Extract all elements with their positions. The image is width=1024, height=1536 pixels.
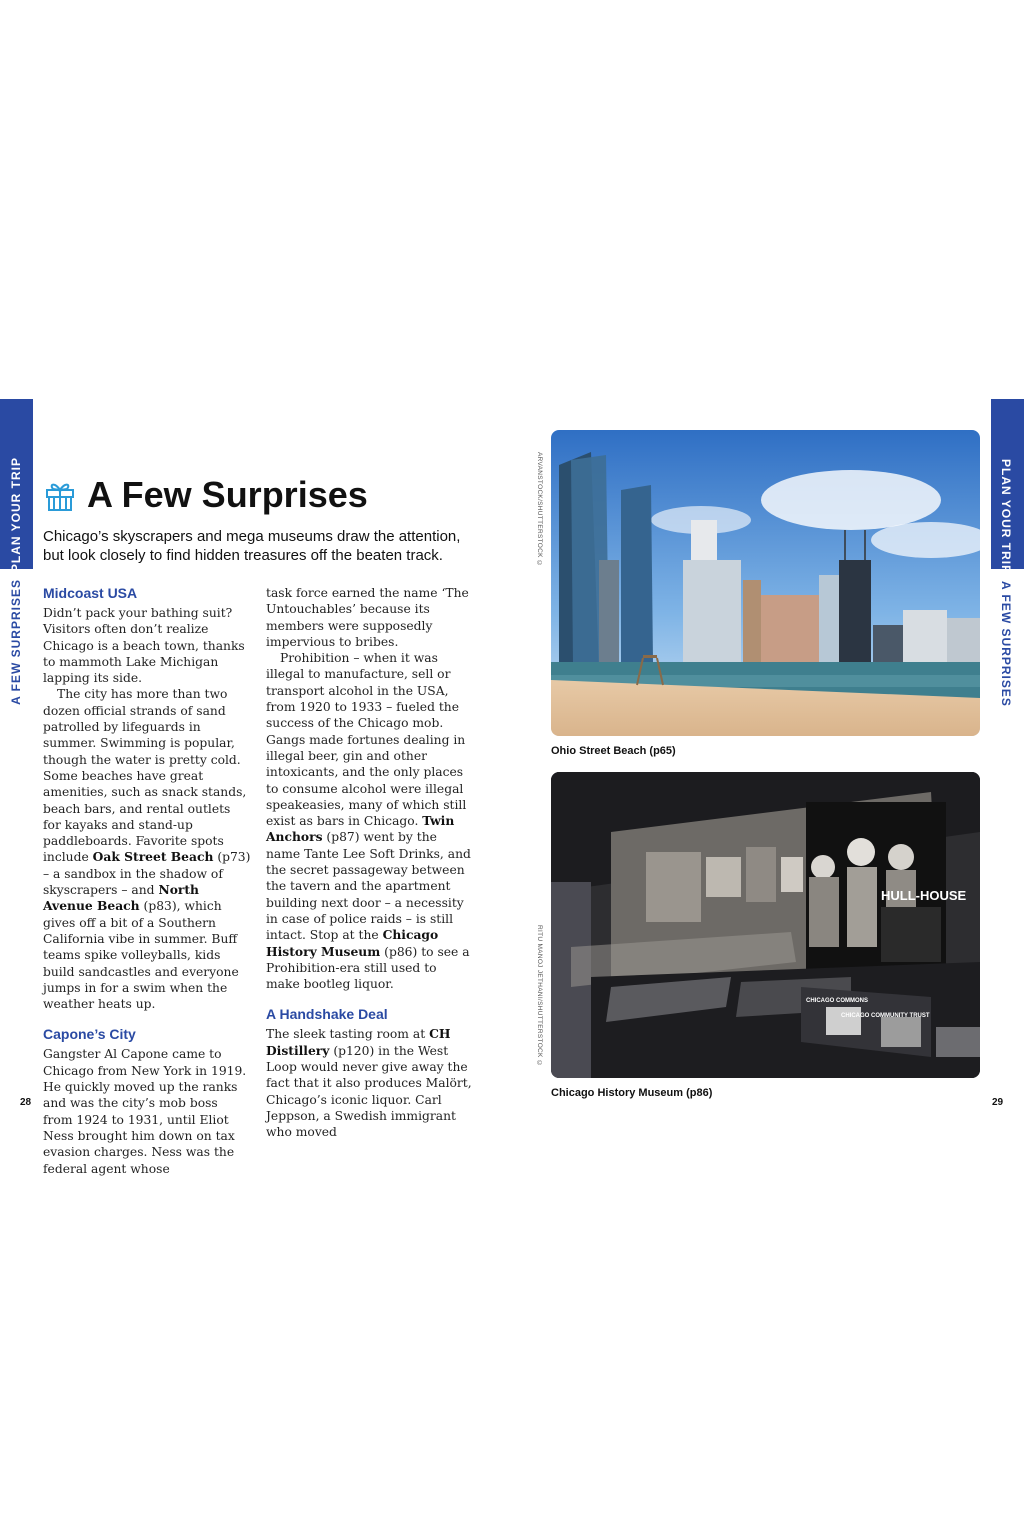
right-side-tab bbox=[991, 399, 1024, 707]
section-heading-handshake: A Handshake Deal bbox=[266, 1006, 388, 1023]
north-avenue-beach-bold: North Avenue Beach bbox=[43, 882, 199, 914]
section-heading-midcoast: Midcoast USA bbox=[43, 585, 138, 601]
right-chapter-label: A FEW SURPRISES bbox=[999, 581, 1013, 707]
midcoast-p2-text-c: (p73) – a sandbox in the shadow of skyscrapers – and bbox=[43, 850, 251, 898]
left-side-tab bbox=[0, 399, 33, 705]
left-chapter-label: A FEW SURPRISES bbox=[9, 579, 23, 705]
capone-p2-text-d: (p86) to see a Prohibition-era still used to make bootleg liquor. bbox=[266, 944, 470, 992]
hull-house-sign-text: HULL-HOUSE bbox=[881, 888, 967, 903]
page-number-left: 28 bbox=[20, 1097, 32, 1108]
midcoast-paragraph-1: Didn’t pack your bathing suit? Visitors often don’t realize Chicago is a beach town, thanks to mammoth Lake Michigan lapping its side. bbox=[43, 606, 245, 686]
capone-paragraph-1: Gangster Al Capone came to Chicago from New York in 1919. He quickly moved up the ranks and was the city’s mob boss from 1924 to 1931, until Eliot Ness brought him down on tax evasion charges. Ness was the federal agent whose bbox=[43, 1047, 247, 1176]
capone-paragraph-1-continued: task force earned the name ‘The Untouchables’ because its members were supposedly impervious to bribes. bbox=[266, 586, 469, 649]
chicago-history-museum-photo bbox=[551, 772, 980, 1078]
ohio-street-beach-photo bbox=[551, 430, 980, 736]
twin-anchors-bold: Twin Anchors bbox=[266, 813, 455, 845]
handshake-text-a: The sleek tasting room at bbox=[266, 1027, 430, 1042]
left-section-label: PLAN YOUR TRIP bbox=[9, 457, 23, 573]
midcoast-p2-text-d: (p83), which gives off a bit of a Southern California vibe in summer. Buff teams spike volleyballs, kids build sandcastles and everyone jumps in for a swim when the weather heats up. bbox=[43, 899, 239, 1012]
capone-p2-text-a: Prohibition – when it was illegal to manufacture, sell or transport alcohol in the USA, from 1920 to 1933 – fueled the success of the Chicago mob. Gangs made fortunes dealing in illegal beer, gin and other intoxicants, and the only places to consume alcohol were illegal speakeasies, many of which still exist as bars in Chicago. bbox=[266, 651, 467, 829]
midcoast-paragraph-2 bbox=[43, 686, 251, 1012]
title-row bbox=[43, 474, 368, 516]
section-heading-capone: Capone’s City bbox=[43, 1026, 136, 1043]
page-number-right: 29 bbox=[992, 1097, 1004, 1108]
museum-exhibit-illustration bbox=[551, 772, 980, 1078]
ch-distillery-bold: CH Distillery bbox=[266, 1026, 451, 1058]
text-column-2 bbox=[266, 585, 474, 1141]
chicago-history-museum-bold: Chicago History Museum bbox=[266, 927, 439, 959]
community-trust-sign-text: CHICAGO COMMUNITY TRUST bbox=[841, 1013, 930, 1019]
caption-beach: Ohio Street Beach (p65) bbox=[551, 745, 676, 757]
capone-paragraph-2 bbox=[266, 650, 474, 992]
text-column-1 bbox=[43, 585, 251, 1177]
photo-credit-museum: RITU MANOJ JETHANI/SHUTTERSTOCK © bbox=[536, 925, 543, 1068]
beach-skyline-illustration bbox=[551, 430, 980, 736]
intro-text: Chicago’s skyscrapers and mega museums draw the attention, but look closely to find hidden treasures off the beaten track. bbox=[43, 528, 461, 564]
caption-museum: Chicago History Museum (p86) bbox=[551, 1087, 713, 1099]
page-title: A Few Surprises bbox=[87, 474, 368, 515]
photo-credit-beach: ARVANSTOCK/SHUTTERSTOCK © bbox=[536, 452, 543, 568]
handshake-paragraph-1 bbox=[266, 1026, 474, 1140]
capone-p2-text-c: (p87) went by the name Tante Lee Soft Drinks, and the secret passageway between the tavern and the apartment building next door – a necessity in case of police raids – is still intact. Stop at the bbox=[266, 830, 471, 943]
right-section-label: PLAN YOUR TRIP bbox=[999, 459, 1013, 575]
handshake-text-c: (p120) in the West Loop would never give away the fact that it also produces Malört, Chicago’s iconic liquor. Carl Jeppson, a Swedish immigrant who moved bbox=[266, 1043, 472, 1140]
gift-icon bbox=[43, 478, 77, 512]
oak-street-beach-bold: Oak Street Beach bbox=[92, 849, 214, 865]
chicago-commons-sign-text: CHICAGO COMMONS bbox=[806, 998, 868, 1004]
midcoast-p2-text-a: The city has more than two dozen official strands of sand patrolled by lifeguards in summer. Swimming is popular, though the water is pretty cold. Some beaches have great amenities, such as snack stands, beach bars, and rental outlets for kayaks and stand-up paddleboards. Favorite spots include bbox=[43, 687, 247, 865]
